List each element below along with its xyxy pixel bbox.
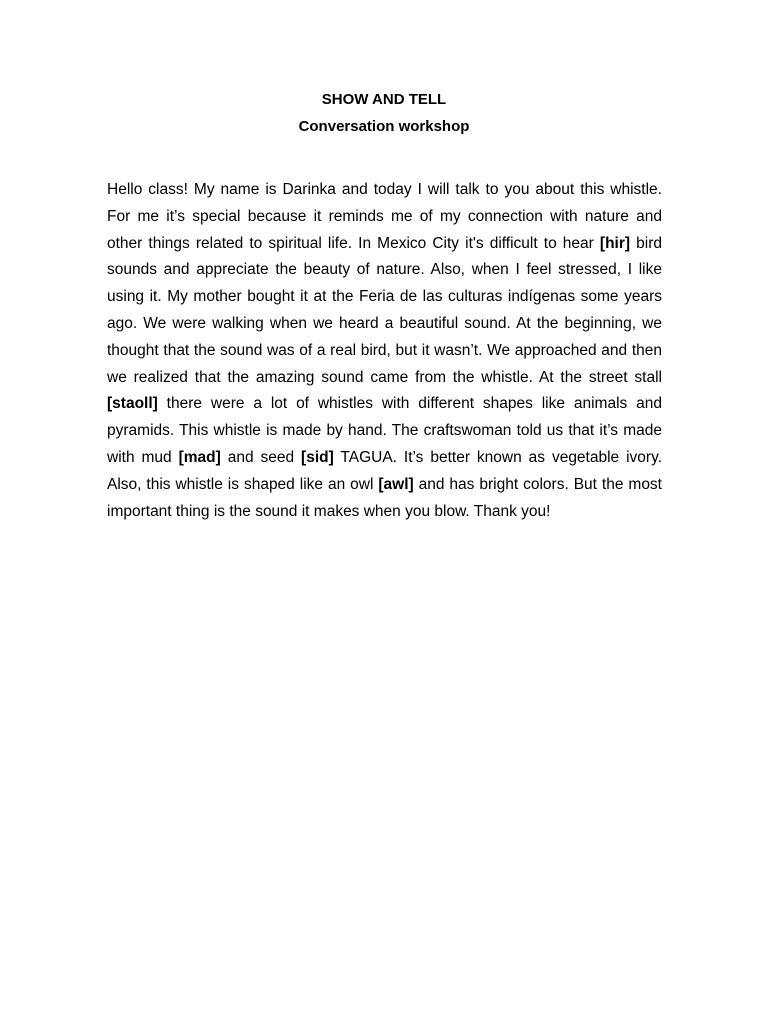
page-subtitle: Conversation workshop xyxy=(298,118,470,135)
paragraph-text: and seed xyxy=(220,448,302,466)
phonetic-hint-hir: [hir] xyxy=(599,234,631,252)
paragraph-text: TAGUA. It’s better known as vegetable ivory. Also, this whistle is shaped like an owl xyxy=(107,448,662,493)
paragraph-text: and has bright colors. But the most important thing is the sound it makes when you blow. Thank you! xyxy=(107,475,662,520)
phonetic-hint-staoll: [staoll] xyxy=(107,395,158,413)
phonetic-hint-mad: [mad] xyxy=(178,448,221,466)
body-paragraph xyxy=(107,177,662,525)
paragraph-text: there were a lot of whistles with different shapes like animals and pyramids. This whistle is made by hand. The craftswoman told us that it’s made with mud xyxy=(107,395,662,466)
paragraph-text: Hello class! My name is Darinka and today I will talk to you about this whistle. For me it’s special because it reminds me of my connection with nature and other things related to spiritual life. In Mexico City it's difficult to hear xyxy=(107,181,662,252)
phonetic-hint-awl: [awl] xyxy=(378,475,414,493)
page-title: SHOW AND TELL xyxy=(321,91,447,108)
paragraph-text: bird sounds and appreciate the beauty of nature. Also, when I feel stressed, I like using it. My mother bought it at the Feria de las culturas indígenas some years ago. We were walking when we heard a beautiful sound. At the beginning, we thought that the sound was of a real bird, but it wasn’t. We approached and then we realized that the amazing sound came from the whistle. At the street stall xyxy=(107,234,663,386)
phonetic-hint-sid: [sid] xyxy=(301,448,334,466)
